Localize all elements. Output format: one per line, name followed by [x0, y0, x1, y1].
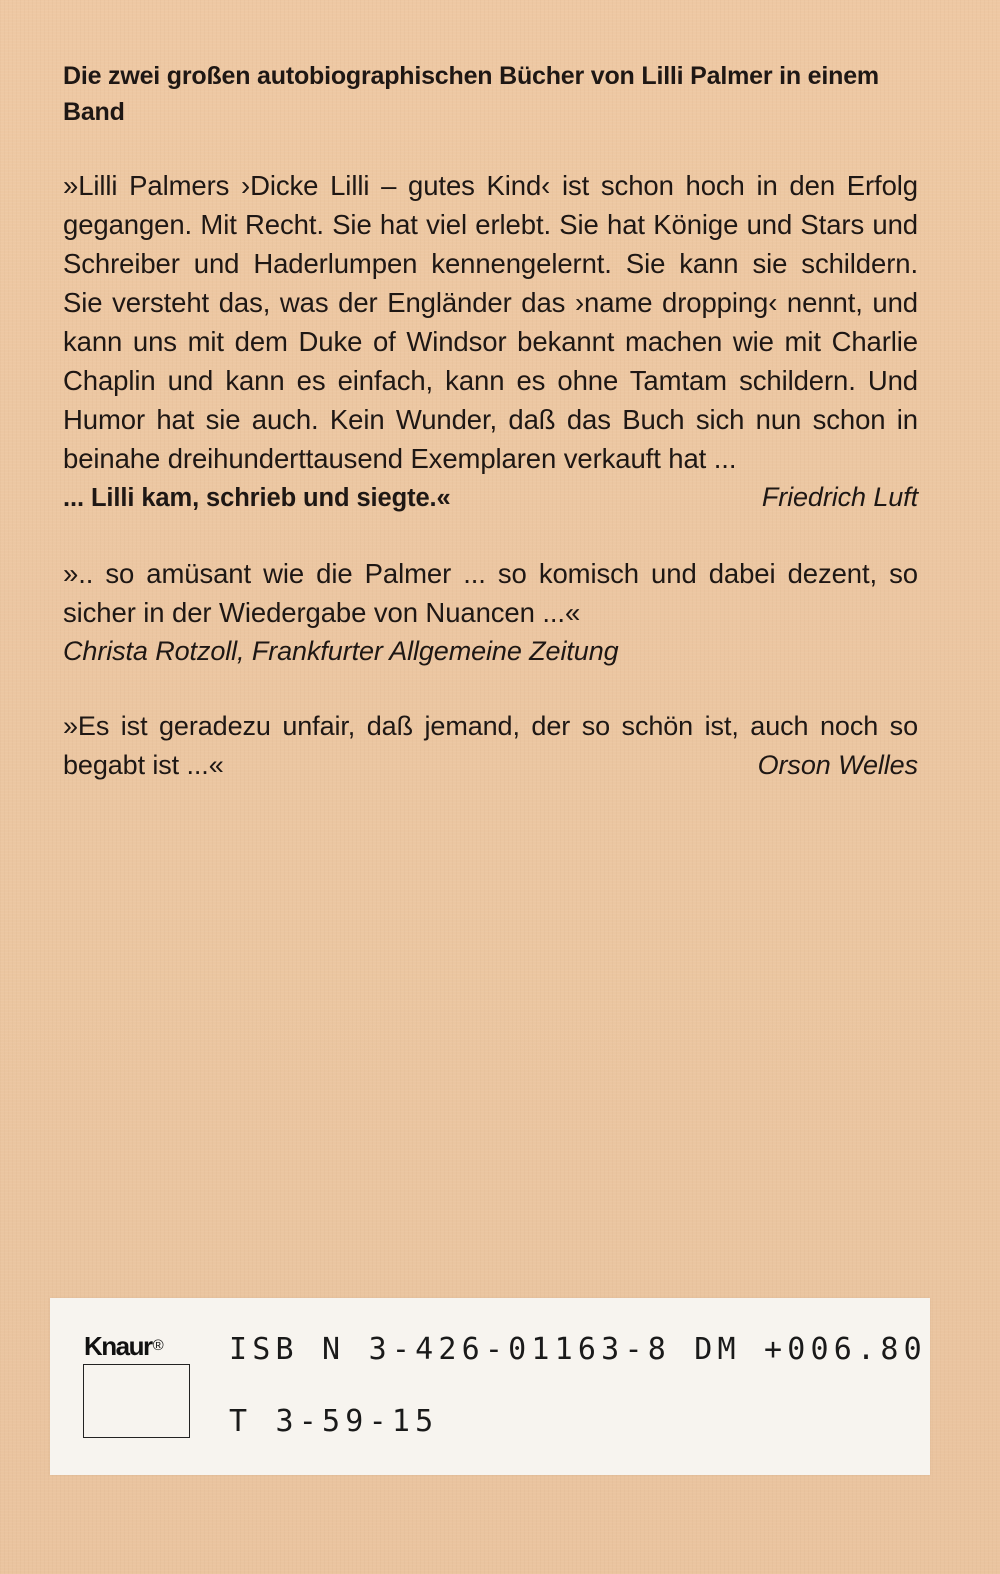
quote-text: »Lilli Palmers ›Dicke Lilli – gutes Kind‹ ist schon hoch in den Erfolg gegangen. Mit Recht. Sie hat viel erlebt. Sie hat Könige und Stars und Schreiber und Haderlumpen kennengelernt. Sie kann sie schildern. Sie versteht das, was der Engländer das ›name dropping‹ nennt, und kann uns mit dem Duke of Windsor bekannt machen wie mit Charlie Chaplin und kann es einfach, kann es ohne Tamtam schildern. Und Humor hat sie auch. Kein Wunder, daß das Buch sich nun schon in beinahe dreihunderttausend Exemplaren verkauft hat ... — [63, 170, 918, 474]
quote-text: ».. so amüsant wie die Palmer ... so komisch und dabei dezent, so sicher in der Wiedergabe von Nuancen ...« — [63, 558, 918, 628]
publisher-logo — [84, 1332, 164, 1360]
headline: Die zwei großen autobiographischen Bücher von Lilli Palmer in einem Band — [63, 62, 879, 126]
inventory-code: T 3-59-15 — [229, 1404, 439, 1439]
quote-closing-line: ... Lilli kam, schrieb und siegte.« — [63, 484, 451, 512]
registered-mark: ® — [152, 1337, 164, 1354]
quote-text: »Es ist geradezu unfair, daß jemand, der so schön ist, auch noch so begabt ist ...« — [63, 711, 918, 780]
logo-text: Knaur — [84, 1331, 152, 1361]
quote-author: Orson Welles — [757, 750, 918, 780]
quote-orson-welles — [63, 707, 918, 785]
stamp-box — [83, 1364, 190, 1438]
isbn-price-line: ISB N 3-426-01163-8 DM +006.80 — [229, 1332, 927, 1367]
quote-closing-row — [63, 478, 918, 518]
quote-friedrich-luft — [63, 166, 918, 518]
quote-author: Friedrich Luft — [761, 482, 918, 512]
price-sticker — [50, 1298, 930, 1475]
quote-author: Christa Rotzoll, Frankfurter Allgemeine Zeitung — [63, 636, 619, 666]
quote-christa-rotzoll — [63, 554, 918, 671]
quote-row — [63, 707, 918, 785]
cover-text-area — [63, 58, 918, 785]
